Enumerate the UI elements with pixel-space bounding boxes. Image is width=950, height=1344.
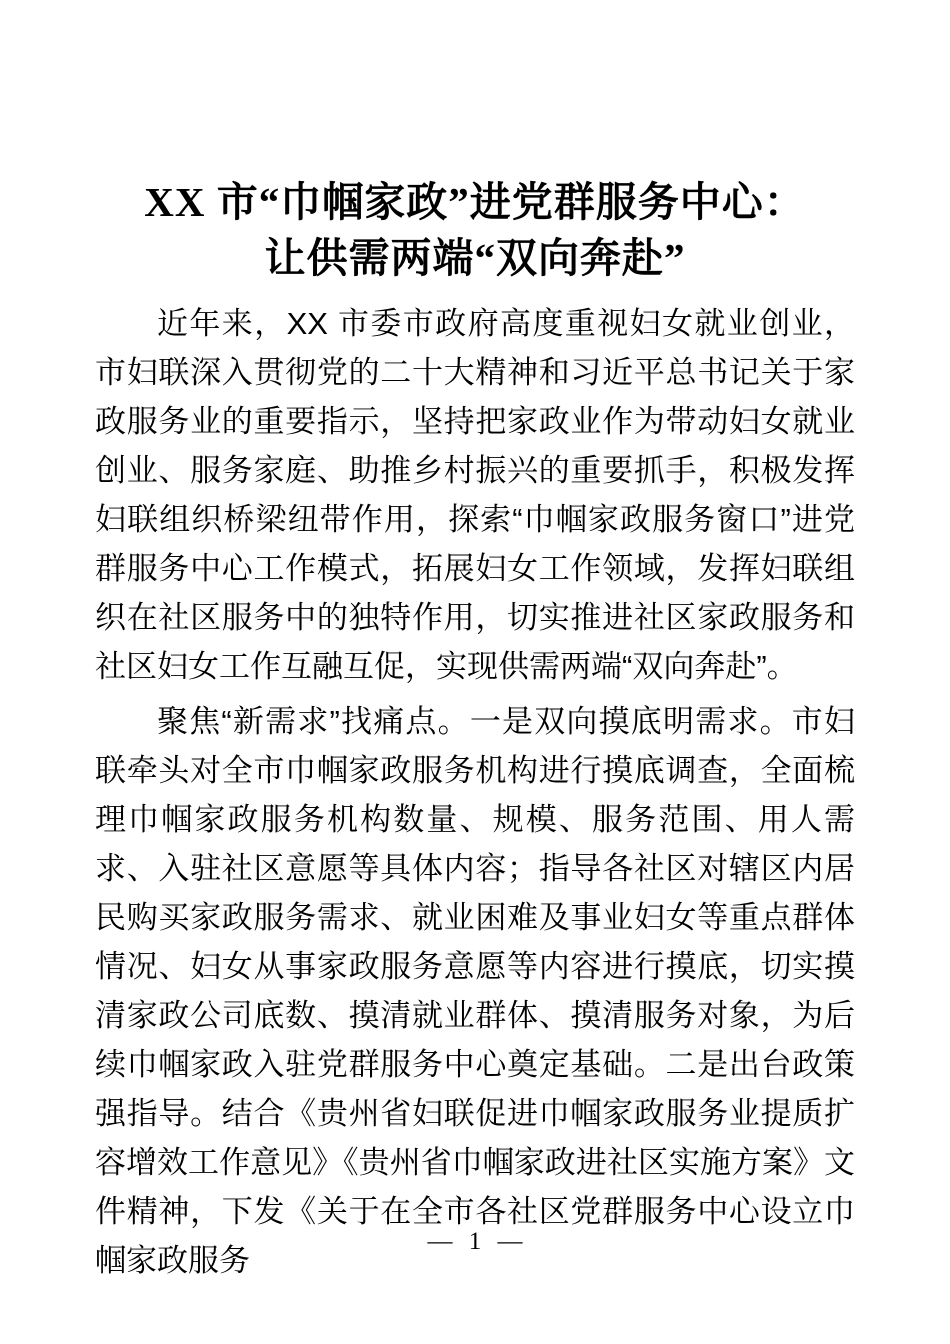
page-number: — 1 —	[427, 1228, 523, 1255]
title-line-1: XX 市“巾帼家政”进党群服务中心：	[144, 179, 806, 225]
document-title	[0, 0, 950, 286]
body-paragraph-1: 近年来，XX 市委市政府高度重视妇女就业创业，市妇联深入贯彻党的二十大精神和习近平总书记关于家政服务业的重要指示，坚持把家政业作为带动妇女就业创业、服务家庭、助推乡村振兴的重要抓手，积极发挥妇联组织桥梁纽带作用，探索“巾帼家政服务窗口”进党群服务中心工作模式，拓展妇女工作领域，发挥妇联组织在社区服务中的独特作用，切实推进社区家政服务和社区妇女工作互融互促，实现供需两端“双向奔赴”。	[95, 306, 855, 684]
title-line-2: 让供需两端“双向奔赴”	[264, 235, 686, 281]
body-paragraph-2: 聚焦“新需求”找痛点。一是双向摸底明需求。市妇联牵头对全市巾帼家政服务机构进行摸底调查，全面梳理巾帼家政服务机构数量、规模、服务范围、用人需求、入驻社区意愿等具体内容；指导各社区对辖区内居民购买家政服务需求、就业困难及事业妇女等重点群体情况、妇女从事家政服务意愿等内容进行摸底，切实摸清家政公司底数、摸清就业群体、摸清服务对象，为后续巾帼家政入驻党群服务中心奠定基础。二是出台政策强指导。结合《贵州省妇联促进巾帼家政服务业提质扩容增效工作意见》《贵州省巾帼家政进社区实施方案》文件精神，下发《关于在全市各社区党群服务中心设立巾帼家政服务	[95, 704, 855, 1278]
document-body	[95, 299, 855, 1285]
